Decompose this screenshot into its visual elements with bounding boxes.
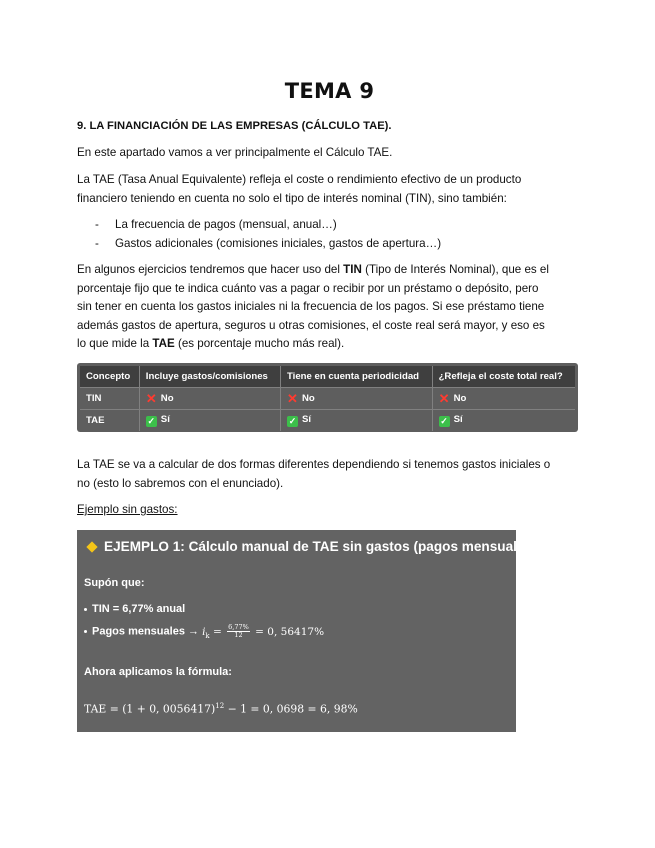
- column-header: Incluye gastos/comisiones: [139, 366, 280, 388]
- list-item-text: Gastos adicionales (comisiones iniciales, gastos de apertura…): [115, 236, 442, 250]
- tin-paragraph: [77, 261, 582, 354]
- dash-marker: -: [95, 236, 99, 250]
- tae-formula: [84, 702, 358, 716]
- table-row: [80, 410, 575, 432]
- check-icon: ✓: [288, 416, 297, 426]
- example-title-text: EJEMPLO 1: Cálculo manual de TAE sin gastos (pagos mensuales): [104, 539, 537, 554]
- bullet-dot: [84, 630, 87, 633]
- table-cell: [139, 388, 280, 410]
- table-cell: [432, 410, 575, 432]
- tin-item-text: TIN = 6,77% anual: [92, 603, 186, 615]
- column-header: ¿Refleja el coste total real?: [432, 366, 575, 388]
- table-cell: [280, 410, 432, 432]
- cross-icon: ✕: [287, 391, 298, 406]
- formula-exponent: 12: [215, 702, 225, 710]
- pagos-item-text: Pagos mensuales →: [92, 625, 199, 638]
- calc-paragraph-line-1: La TAE se va a calcular de dos formas diferentes dependiendo si tenemos gastos iniciales o: [77, 458, 551, 471]
- diamond-icon: [86, 541, 97, 552]
- table-row: [80, 388, 575, 410]
- tin-paragraph-line-2: porcentaje fijo que te indica cuánto vas a pagar o recibir por un préstamo o depósito, pero: [77, 281, 539, 295]
- formula-rhs: − 1 = 0, 0698 = 6, 98%: [224, 702, 358, 716]
- cross-icon: ✕: [438, 391, 450, 406]
- table-cell-concept: TAE: [80, 410, 139, 432]
- text-span: En algunos ejercicios tendremos que hacer uso del: [77, 263, 344, 276]
- cell-text: Sí: [301, 414, 312, 425]
- text-span: lo que mide la: [77, 337, 153, 350]
- text-span: (Tipo de Interés Nominal), que es el: [361, 263, 549, 276]
- cell-text: Sí: [453, 414, 463, 425]
- ik-sub: k: [205, 631, 210, 640]
- bullet-dot: [84, 608, 87, 611]
- fraction-numerator: 6,77%: [228, 623, 249, 631]
- ik-result: = 0, 56417%: [255, 625, 325, 638]
- ik-fraction: [227, 624, 250, 639]
- tae-definition-line-2: financiero teniendo en cuenta no solo el tipo de interés nominal (TIN), sino también:: [77, 191, 507, 205]
- intro-paragraph: En este apartado vamos a ver principalmente el Cálculo TAE.: [77, 146, 393, 159]
- tae-definition-paragraph: [77, 171, 582, 208]
- fraction-denominator: 12: [234, 631, 243, 639]
- tin-paragraph-line-5: [77, 335, 582, 354]
- table-cell: [432, 388, 575, 410]
- column-header: Concepto: [80, 366, 139, 388]
- example-title: [86, 539, 537, 554]
- formula-lhs: TAE = (1 + 0, 0056417): [84, 702, 216, 716]
- example-box: [77, 530, 537, 732]
- comparison-table: [80, 366, 575, 431]
- text-span: (es porcentaje mucho más real).: [174, 337, 345, 350]
- cross-icon: ✕: [145, 391, 157, 406]
- list-item-text: La frecuencia de pagos (mensual, anual…): [115, 218, 337, 231]
- table-cell: [280, 388, 432, 410]
- example-label: Ejemplo sin gastos:: [77, 503, 178, 516]
- tin-paragraph-line-4: además gastos de apertura, seguros u otras comisiones, el coste real será mayor, y eso es: [77, 318, 545, 332]
- cell-text: Sí: [160, 414, 170, 425]
- bullet-list: [77, 216, 441, 253]
- ik-var: i: [202, 625, 206, 638]
- cell-text: No: [453, 393, 467, 404]
- tin-paragraph-line-3: sin tener en cuenta los gastos iniciales ni la frecuencia de los pagos. Si ese préstamo tiene: [77, 300, 545, 313]
- cell-text: No: [301, 393, 315, 404]
- ik-eq: =: [213, 625, 222, 638]
- check-icon: ✓: [440, 416, 448, 426]
- tae-bold: TAE: [152, 337, 175, 350]
- column-header: Tiene en cuenta periodicidad: [280, 366, 432, 388]
- ik-formula: [202, 623, 325, 640]
- calc-paragraph: [77, 456, 582, 493]
- page-title: TEMA 9: [284, 79, 375, 103]
- dash-marker: -: [95, 218, 99, 231]
- suppose-text: Supón que:: [84, 577, 145, 589]
- comparison-table-container: [77, 363, 578, 432]
- section-heading: 9. LA FINANCIACIÓN DE LAS EMPRESAS (CÁLCULO TAE).: [77, 120, 392, 132]
- calc-paragraph-line-2: no (esto lo sabremos con el enunciado).: [77, 476, 284, 490]
- list-item: [77, 216, 441, 235]
- cell-text: No: [160, 393, 174, 404]
- pagos-item: [84, 624, 324, 640]
- tin-bold: TIN: [343, 263, 362, 276]
- tin-item: [84, 603, 185, 615]
- tin-paragraph-line-1: [77, 261, 582, 280]
- table-cell: [139, 410, 280, 432]
- table-cell-concept: TIN: [80, 388, 139, 410]
- apply-text: Ahora aplicamos la fórmula:: [84, 666, 232, 678]
- list-item: [77, 235, 441, 254]
- tae-definition-line-1: La TAE (Tasa Anual Equivalente) refleja el coste o rendimiento efectivo de un producto: [77, 173, 522, 186]
- table-header-row: [80, 366, 575, 388]
- check-icon: ✓: [147, 416, 156, 426]
